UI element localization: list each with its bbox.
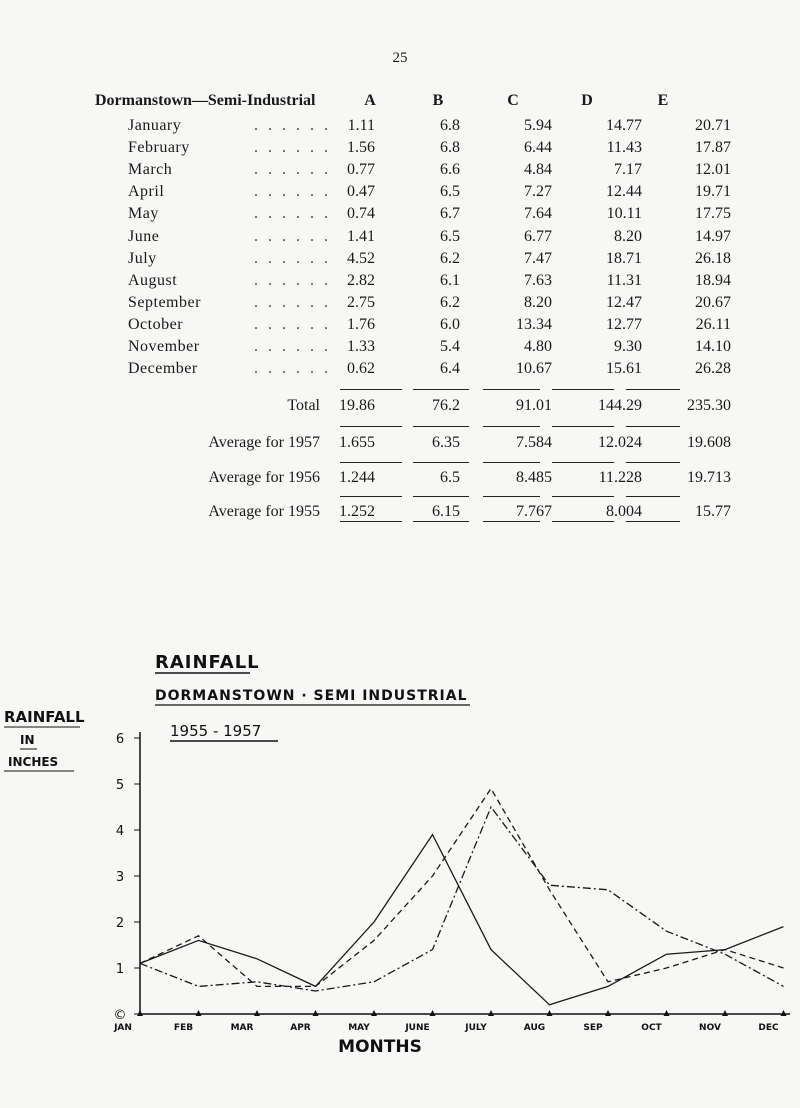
table-rule	[413, 389, 469, 390]
leader-dots: . . . . . .	[254, 227, 331, 245]
table-rule	[483, 521, 540, 522]
table-row	[0, 294, 800, 316]
cell-b: 6.0	[440, 315, 460, 333]
table-rule	[340, 462, 402, 463]
x-tick	[722, 1010, 728, 1016]
summary-cell-a: 1.244	[339, 469, 375, 486]
table-rule	[483, 389, 540, 390]
cell-e: 17.87	[695, 139, 731, 157]
leader-dots: . . . . . .	[254, 117, 331, 134]
table-rule	[626, 389, 680, 390]
cell-d: 8.20	[614, 227, 642, 245]
table-rule	[340, 389, 402, 390]
chart-subtitle: DORMANSTOWN · SEMI INDUSTRIAL	[155, 688, 468, 704]
summary-cell-e: 19.608	[687, 434, 731, 451]
leader-dots: . . . . . .	[254, 293, 331, 311]
leader-dots: . . . . . .	[254, 205, 331, 223]
cell-a: 1.56	[347, 139, 375, 157]
cell-b: 6.5	[440, 183, 460, 201]
cell-b: 6.2	[440, 293, 460, 311]
cell-d: 18.71	[606, 249, 642, 267]
summary-cell-c: 7.584	[516, 434, 552, 451]
month-label: July	[128, 249, 157, 267]
cell-b: 6.8	[440, 117, 460, 134]
cell-e: 20.67	[695, 293, 731, 311]
table-row	[0, 316, 800, 338]
x-tick	[137, 1010, 143, 1016]
table-row	[0, 250, 800, 272]
cell-e: 18.94	[695, 271, 731, 289]
cell-a: 1.41	[347, 227, 375, 245]
cell-c: 4.80	[524, 338, 552, 355]
rainfall-chart-svg	[0, 640, 800, 1080]
cell-b: 6.2	[440, 249, 460, 267]
cell-d: 10.11	[606, 205, 642, 223]
table-row	[0, 161, 800, 183]
leader-dots: . . . . . .	[254, 338, 331, 355]
cell-d: 15.61	[606, 360, 642, 378]
month-label: September	[128, 293, 201, 311]
cell-b: 6.5	[440, 227, 460, 245]
col-header-e: E	[657, 92, 669, 109]
summary-cell-c: 7.767	[516, 503, 552, 520]
summary-cell-e: 235.30	[687, 397, 731, 414]
x-tick-label: DEC	[758, 1023, 779, 1033]
table-rule	[552, 521, 614, 522]
x-tick-label: OCT	[641, 1023, 662, 1033]
cell-c: 13.34	[516, 315, 552, 333]
cell-c: 7.27	[524, 183, 552, 201]
summary-cell-d: 144.29	[598, 397, 642, 414]
cell-e: 26.28	[695, 360, 731, 378]
summary-cell-a: 1.655	[339, 434, 375, 451]
table-rule	[483, 496, 540, 497]
table-row	[0, 272, 800, 294]
cell-a: 4.52	[347, 249, 375, 267]
series-line-1955	[140, 835, 784, 1005]
month-label: March	[128, 161, 173, 179]
x-tick-label: JUNE	[405, 1023, 430, 1033]
x-tick	[547, 1010, 553, 1016]
x-tick	[781, 1010, 787, 1016]
month-label: April	[128, 183, 165, 201]
leader-dots: . . . . . .	[254, 315, 331, 333]
cell-a: 1.33	[347, 338, 375, 355]
leader-dots: . . . . . .	[254, 249, 331, 267]
x-tick	[313, 1010, 319, 1016]
table-row	[0, 139, 800, 161]
x-tick	[488, 1010, 494, 1016]
summary-cell-c: 91.01	[516, 397, 552, 414]
cell-e: 12.01	[695, 161, 731, 179]
x-tick	[254, 1010, 260, 1016]
leader-dots: . . . . . .	[254, 360, 331, 378]
cell-e: 20.71	[695, 117, 731, 134]
col-header-a: A	[364, 92, 376, 109]
table-rule	[483, 462, 540, 463]
summary-row	[0, 469, 800, 491]
table-rule	[413, 462, 469, 463]
col-header-b: B	[432, 92, 444, 109]
x-tick-label: MAR	[230, 1023, 254, 1033]
y-axis-label-line: RAINFALL	[4, 708, 85, 726]
summary-row	[0, 397, 800, 419]
cell-e: 26.18	[695, 249, 731, 267]
cell-b: 6.1	[440, 271, 460, 289]
x-tick	[371, 1010, 377, 1016]
table-title: Dormanstown—Semi-Industrial	[95, 92, 316, 109]
cell-b: 5.4	[440, 338, 460, 355]
rainfall-chart	[0, 640, 800, 1080]
x-tick	[664, 1010, 670, 1016]
page-number: 25	[392, 50, 408, 66]
table-rule	[340, 426, 402, 427]
y-tick-label: 2	[115, 916, 125, 931]
table-rule	[340, 496, 402, 497]
table-rule	[483, 426, 540, 427]
cell-e: 26.11	[695, 315, 731, 333]
leader-dots: . . . . . .	[254, 183, 331, 201]
y-tick-label: 5	[115, 778, 125, 793]
cell-b: 6.6	[440, 161, 460, 179]
series-line-1957	[140, 807, 784, 991]
month-label: January	[128, 117, 182, 134]
x-tick	[196, 1010, 202, 1016]
summary-cell-a: 1.252	[339, 503, 375, 520]
table-rule	[413, 426, 469, 427]
table-rule	[626, 521, 680, 522]
table-rule	[552, 496, 614, 497]
cell-c: 6.44	[524, 139, 552, 157]
table-rule	[626, 462, 680, 463]
cell-a: 1.11	[347, 117, 375, 134]
summary-cell-b: 76.2	[432, 397, 460, 414]
cell-a: 0.62	[347, 360, 375, 378]
summary-row	[0, 434, 800, 456]
summary-cell-e: 19.713	[687, 469, 731, 486]
y-axis-label-line: INCHES	[8, 755, 59, 769]
cell-d: 11.31	[606, 271, 642, 289]
x-tick	[430, 1010, 436, 1016]
summary-cell-d: 12.024	[598, 434, 642, 451]
month-label: August	[128, 271, 178, 289]
cell-b: 6.8	[440, 139, 460, 157]
cell-c: 7.47	[524, 249, 552, 267]
month-label: June	[128, 227, 160, 245]
x-tick-label: APR	[290, 1023, 311, 1033]
table-row	[0, 228, 800, 250]
month-label: November	[128, 338, 200, 355]
summary-cell-d: 8.004	[606, 503, 642, 520]
table-row	[0, 360, 800, 382]
table-row	[0, 117, 800, 139]
table-rule	[413, 521, 469, 522]
table-row	[0, 338, 800, 360]
cell-b: 6.7	[440, 205, 460, 223]
x-axis-label: MONTHS	[338, 1037, 422, 1057]
col-header-c: C	[507, 92, 519, 109]
y-tick-label: 1	[115, 962, 125, 977]
leader-dots: . . . . . .	[254, 271, 331, 289]
cell-c: 6.77	[524, 227, 552, 245]
table-rule	[552, 426, 614, 427]
table-rule	[413, 496, 469, 497]
cell-a: 0.47	[347, 183, 375, 201]
cell-c: 10.67	[516, 360, 552, 378]
summary-cell-b: 6.35	[432, 434, 460, 451]
chart-period: 1955 - 1957	[170, 722, 262, 740]
table-rule	[552, 462, 614, 463]
summary-label: Total	[287, 397, 320, 414]
summary-cell-e: 15.77	[695, 503, 731, 520]
y-tick-label: ©	[113, 1008, 127, 1023]
cell-a: 0.77	[347, 161, 375, 179]
x-tick	[605, 1010, 611, 1016]
x-tick-label: FEB	[173, 1023, 194, 1033]
summary-cell-b: 6.15	[432, 503, 460, 520]
table-rule	[626, 496, 680, 497]
cell-c: 7.64	[524, 205, 552, 223]
cell-a: 2.75	[347, 293, 375, 311]
cell-d: 14.77	[606, 117, 642, 134]
x-tick-label: SEP	[583, 1023, 603, 1033]
col-header-d: D	[581, 92, 593, 109]
month-label: October	[128, 315, 184, 333]
month-label: December	[128, 360, 198, 378]
cell-c: 5.94	[524, 117, 552, 134]
leader-dots: . . . . . .	[254, 161, 331, 179]
cell-e: 14.10	[695, 338, 731, 355]
month-label: May	[128, 205, 159, 223]
y-tick-label: 4	[115, 824, 125, 839]
table-rule	[626, 426, 680, 427]
cell-a: 1.76	[347, 315, 375, 333]
summary-label: Average for 1955	[208, 503, 320, 520]
y-tick-label: 3	[115, 870, 125, 885]
x-tick-label: AUG	[523, 1023, 546, 1033]
x-tick-label: JAN	[114, 1023, 132, 1033]
cell-d: 11.43	[606, 139, 642, 157]
table-row	[0, 205, 800, 227]
leader-dots: . . . . . .	[254, 139, 331, 157]
cell-a: 2.82	[347, 271, 375, 289]
cell-d: 9.30	[614, 338, 642, 355]
summary-cell-c: 8.485	[516, 469, 552, 486]
x-tick-label: JULY	[465, 1023, 487, 1033]
table-row	[0, 183, 800, 205]
chart-title: RAINFALL	[155, 652, 260, 673]
table-rule	[340, 521, 402, 522]
cell-e: 17.75	[695, 205, 731, 223]
cell-c: 8.20	[524, 293, 552, 311]
summary-label: Average for 1957	[208, 434, 320, 451]
x-tick-label: MAY	[348, 1023, 370, 1033]
cell-e: 14.97	[695, 227, 731, 245]
summary-cell-a: 19.86	[339, 397, 375, 414]
x-tick-label: NOV	[699, 1023, 721, 1033]
cell-a: 0.74	[347, 205, 375, 223]
summary-cell-b: 6.5	[440, 469, 460, 486]
cell-d: 12.47	[606, 293, 642, 311]
cell-c: 4.84	[524, 161, 552, 179]
summary-cell-d: 11.228	[598, 469, 642, 486]
cell-d: 12.77	[606, 315, 642, 333]
cell-d: 12.44	[606, 183, 642, 201]
y-axis-label-line: IN	[20, 733, 35, 747]
cell-d: 7.17	[614, 161, 642, 179]
y-tick-label: 6	[115, 732, 125, 747]
series-line-1956	[140, 789, 784, 987]
month-label: February	[128, 139, 190, 157]
cell-c: 7.63	[524, 271, 552, 289]
table-rule	[552, 389, 614, 390]
cell-b: 6.4	[440, 360, 460, 378]
cell-e: 19.71	[695, 183, 731, 201]
summary-label: Average for 1956	[208, 469, 320, 486]
